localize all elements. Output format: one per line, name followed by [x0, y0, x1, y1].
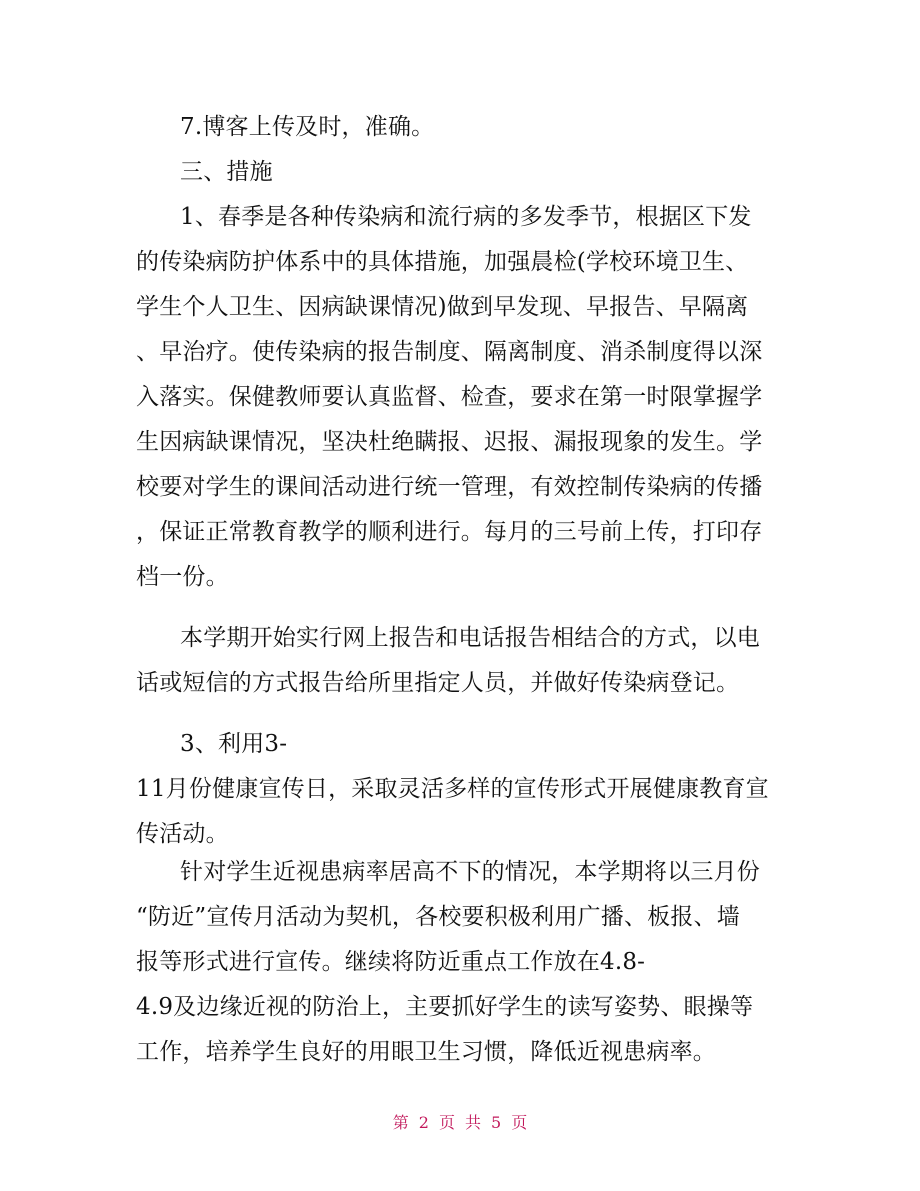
text-line: 1、春季是各种传染病和流行病的多发季节，根据区下发 — [180, 204, 752, 230]
text-line: 11月份健康宣传日，采取灵活多样的宣传形式开展健康教育宣 — [136, 776, 769, 802]
text-line: 4.9及边缘近视的防治上，主要抓好学生的读写姿势、眼操等 — [136, 994, 754, 1020]
page-number-footer — [0, 1111, 920, 1135]
footer-word-di: 第 — [392, 1113, 409, 1132]
text-line: 报等形式进行宣传。继续将防近重点工作放在4.8- — [136, 949, 646, 975]
text-line: 7.博客上传及时，准确。 — [180, 114, 435, 140]
text-line: “防近”宣传月活动为契机，各校要积极利用广播、板报、墙 — [136, 904, 740, 930]
text-line: 入落实。保健教师要认真监督、检查，要求在第一时限掌握学 — [136, 384, 763, 410]
text-line: 生因病缺课情况，坚决杜绝瞒报、迟报、漏报现象的发生。学 — [136, 429, 763, 455]
text-line: 针对学生近视患病率居高不下的情况，本学期将以三月份 — [180, 859, 760, 885]
footer-word-gong: 共 — [465, 1113, 482, 1132]
text-line: 话或短信的方式报告给所里指定人员，并做好传染病登记。 — [136, 670, 740, 696]
text-line: 工作，培养学生良好的用眼卫生习惯，降低近视患病率。 — [136, 1039, 716, 1065]
text-line: 3、利用3- — [180, 731, 288, 757]
text-line: 校要对学生的课间活动进行统一管理，有效控制传染病的传播 — [136, 474, 763, 500]
text-line: 学生个人卫生、因病缺课情况)做到早发现、早报告、早隔离 — [136, 294, 749, 320]
text-line: 、早治疗。使传染病的报告制度、隔离制度、消杀制度得以深 — [136, 339, 763, 365]
current-page-number: 2 — [418, 1113, 429, 1132]
text-line: 档一份。 — [136, 564, 229, 590]
section-heading: 三、措施 — [180, 159, 273, 185]
footer-word-ye-2: 页 — [511, 1113, 528, 1132]
text-line: ，保证正常教育教学的顺利进行。每月的三号前上传，打印存 — [136, 519, 763, 545]
text-line: 本学期开始实行网上报告和电话报告相结合的方式，以电 — [180, 625, 760, 651]
total-page-number: 5 — [491, 1113, 502, 1132]
text-line: 的传染病防护体系中的具体措施，加强晨检(学校环境卫生、 — [136, 249, 749, 275]
text-line: 传活动。 — [136, 821, 229, 847]
footer-word-ye: 页 — [438, 1113, 455, 1132]
